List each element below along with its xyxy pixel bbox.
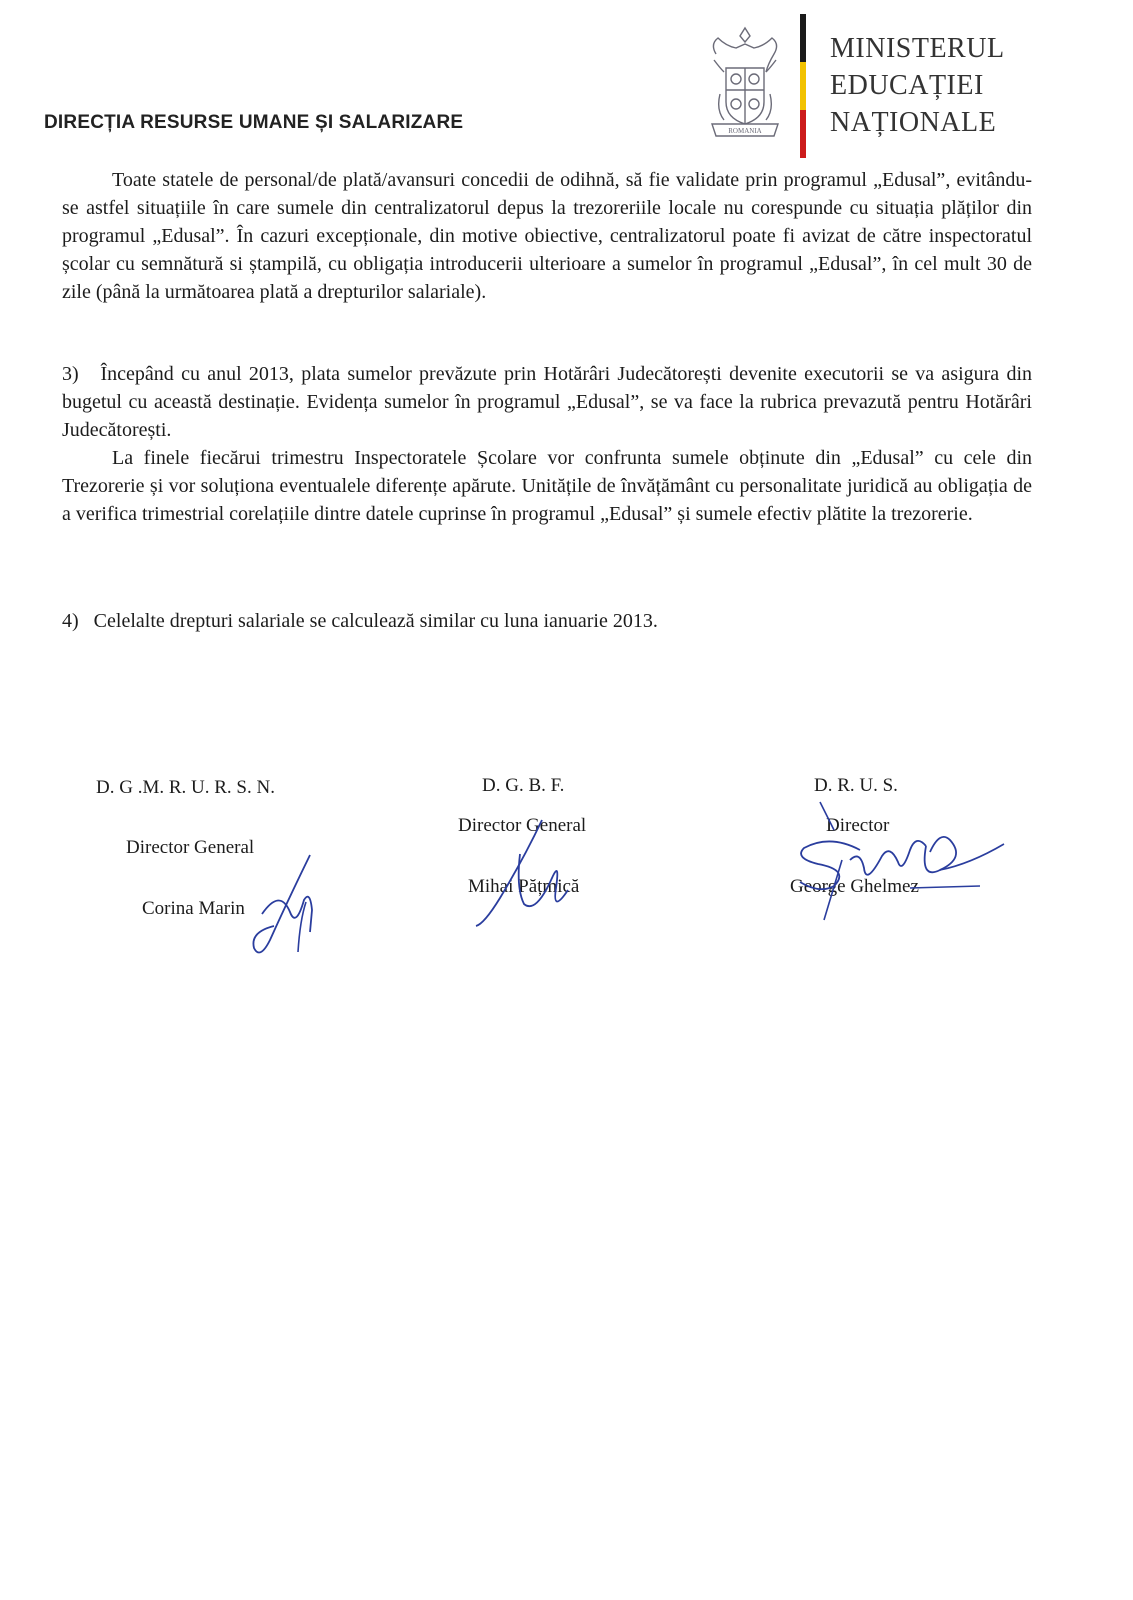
signature-1-department: D. G .M. R. U. R. S. N. — [96, 777, 275, 798]
signature-1-title: Director General — [126, 837, 255, 858]
signature-3-scribble — [790, 790, 1020, 930]
signature-2-scribble — [470, 818, 590, 938]
crest-label: ROMANIA — [728, 127, 762, 135]
paragraph-validation: Toate statele de personal/de plată/avansuri concedii de odihnă, să fie validate prin programul „Edusal”, evitându-se astfel situațiile în care sumele din centralizatorul depus la trezoreriile locale nu corespunde cu situația plăților din programul „Edusal”. În cazuri excepționale, din motive obiective, centralizatorul poate fi avizat de către inspectoratul școlar cu semnătură si ștampilă, cu obligația introducerii ulterioare a sumelor în programul „Edusal”, în cel mult 30 de zile (până la următoarea plată a drepturilor salariale). — [62, 169, 1032, 303]
paragraph-3-text: Începând cu anul 2013, plata sumelor prevăzute prin Hotărâri Judecătorești devenite executorii se va asigura din bugetul cu această destinație. Evidența sumelor în programul „Edusal”, se va face la rubrica prevazută pentru Hotărâri Judecătorești. — [62, 363, 1033, 441]
signature-2-name: Mihai Pățmică — [468, 876, 580, 897]
signature-3-department: D. R. U. S. — [814, 775, 898, 796]
flag-yellow — [800, 62, 806, 110]
ministry-line-2: EDUCAȚIEI — [830, 70, 984, 101]
signature-2-title: Director General — [458, 815, 587, 836]
paragraph-4 — [62, 607, 1032, 635]
paragraph-3 — [62, 360, 1032, 444]
signature-1-scribble — [240, 840, 340, 970]
paragraph-quarterly: La finele fiecărui trimestru Inspectoratele Școlare vor confrunta sumele obținute din „Edusal” cu cele din Trezorerie și vor soluționa eventualele diferențe apărute. Unitățile de învățământ cu personalitate juridică au obligația de a verifica trimestrial corelațiile dintre datele cuprinse în programul „Edusal” și sumele efectiv plătite la trezorerie. — [62, 447, 1032, 525]
flag-red — [800, 110, 806, 158]
paragraph-4-number: 4) — [62, 610, 79, 632]
flag-black — [800, 14, 806, 62]
paragraph-4-text: Celelalte drepturi salariale se calculează similar cu luna ianuarie 2013. — [93, 610, 658, 632]
department-title: DIRECȚIA RESURSE UMANE ȘI SALARIZARE — [44, 112, 464, 133]
signature-1-name: Corina Marin — [142, 898, 245, 919]
coat-of-arms-icon — [706, 24, 784, 140]
ministry-name — [830, 30, 1005, 141]
signature-2-department: D. G. B. F. — [482, 775, 565, 796]
paragraph-3-number: 3) — [62, 363, 79, 385]
ministry-line-1: MINISTERUL — [830, 33, 1005, 64]
signature-3-name: George Ghelmez — [790, 876, 919, 897]
signature-3-title: Director — [826, 815, 890, 836]
ministry-line-3: NAȚIONALE — [830, 107, 997, 138]
flag-bar — [800, 14, 806, 158]
